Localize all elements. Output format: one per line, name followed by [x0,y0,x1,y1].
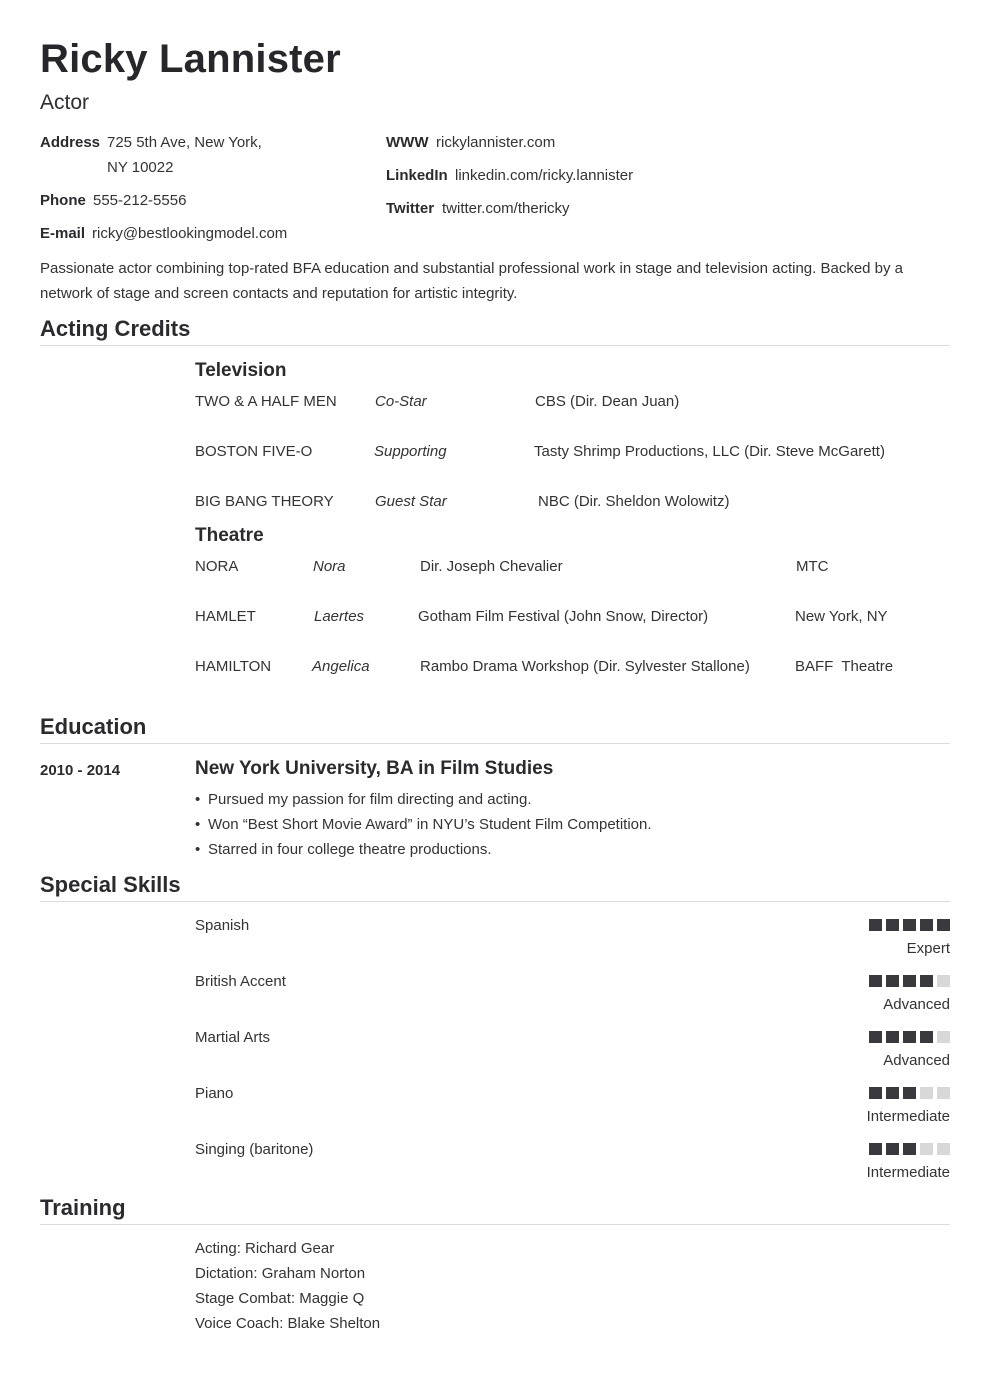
skill-name: Singing (baritone) [195,1141,314,1158]
www-value[interactable]: rickylannister.com [436,134,556,151]
section-divider [40,901,950,902]
skill-level: Intermediate [866,1108,950,1125]
rating-square-filled [886,919,899,931]
rating-square-filled [886,975,899,987]
section-divider [40,743,950,744]
theatre-role: Nora [313,558,346,575]
rating-square-filled [920,975,933,987]
theatre-company: Dir. Joseph Chevalier [420,558,563,575]
theatre-role: Laertes [314,608,365,625]
tv-role: Co-Star [375,393,427,410]
rating-square-empty [937,1087,950,1099]
rating-square-empty [937,1143,950,1155]
phone-label: Phone [40,192,86,209]
skill-level: Advanced [883,996,950,1013]
tv-company: CBS (Dir. Dean Juan) [535,393,680,410]
skill-rating [869,975,950,987]
skill-rating [869,1087,950,1099]
address-label: Address [40,134,101,151]
training-item: Voice Coach: Blake Shelton [195,1315,381,1332]
rating-square-filled [869,1087,882,1099]
skill-level: Advanced [883,1052,950,1069]
tv-show: TWO & A HALF MEN [195,393,337,410]
twitter-label: Twitter [386,200,435,217]
linkedin-label: LinkedIn [386,167,448,184]
rating-square-empty [920,1143,933,1155]
rating-square-filled [903,975,916,987]
bullet-icon: • [195,791,201,808]
rating-square-empty [937,975,950,987]
address-line-1: 725 5th Ave, New York, [107,134,262,151]
theatre-show: HAMLET [195,608,256,625]
rating-square-filled [903,1143,916,1155]
rating-square-filled [869,975,882,987]
tv-show: BOSTON FIVE-O [195,443,313,460]
rating-square-filled [886,1143,899,1155]
linkedin-value[interactable]: linkedin.com/ricky.lannister [455,167,634,184]
training-item: Stage Combat: Maggie Q [195,1290,365,1307]
education-bullet: • Starred in four college theatre productions. [195,841,492,858]
skill-name: Martial Arts [195,1029,271,1046]
rating-square-filled [886,1031,899,1043]
tv-company: NBC (Dir. Sheldon Wolowitz) [538,493,730,510]
phone-value: 555-212-5556 [93,192,187,209]
rating-square-filled [903,1031,916,1043]
rating-square-filled [920,919,933,931]
www-label: WWW [386,134,429,151]
summary-text: Passionate actor combining top-rated BFA education and substantial professional work in stage and television acting. Backed by a network of stage and screen contacts and reputation for artistic integrity. [40,260,904,302]
skill-level: Expert [906,940,950,957]
rating-square-empty [920,1087,933,1099]
rating-square-empty [937,1031,950,1043]
twitter-value[interactable]: twitter.com/thericky [442,200,570,217]
tv-role: Guest Star [375,493,447,510]
theatre-venue: BAFF Theatre [795,658,894,675]
acting-credits-heading: Acting Credits [40,316,191,341]
rating-square-filled [869,1143,882,1155]
section-divider [40,1224,950,1225]
skill-level: Intermediate [866,1164,950,1181]
email-value[interactable]: ricky@bestlookingmodel.com [92,225,288,242]
tv-show: BIG BANG THEORY [195,493,334,510]
rating-square-filled [869,919,882,931]
theatre-company: Rambo Drama Workshop (Dir. Sylvester Stallone) [420,658,750,675]
skill-name: British Accent [195,973,286,990]
theatre-show: HAMILTON [195,658,272,675]
theatre-venue: New York, NY [795,608,888,625]
education-bullet: • Won “Best Short Movie Award” in NYU’s Student Film Competition. [195,816,652,833]
rating-square-filled [886,1087,899,1099]
skill-rating [869,919,950,931]
email-label: E-mail [40,225,86,242]
theatre-company: Gotham Film Festival (John Snow, Director) [418,608,709,625]
bullet-icon: • [195,841,201,858]
skill-name: Spanish [195,917,250,934]
skills-heading: Special Skills [40,872,181,897]
skill-name: Piano [195,1085,234,1102]
rating-square-filled [869,1031,882,1043]
theatre-show: NORA [195,558,239,575]
education-degree: New York University, BA in Film Studies [195,758,554,779]
training-item: Acting: Richard Gear [195,1240,335,1257]
education-bullet: • Pursued my passion for film directing and acting. [195,791,532,808]
rating-square-filled [937,919,950,931]
address-line-2: NY 10022 [107,159,174,176]
training-heading: Training [40,1195,126,1220]
bullet-icon: • [195,816,201,833]
rating-square-filled [903,919,916,931]
section-divider [40,345,950,346]
rating-square-filled [920,1031,933,1043]
education-dates: 2010 - 2014 [40,762,121,779]
education-heading: Education [40,714,147,739]
theatre-venue: MTC [796,558,829,575]
theatre-role: Angelica [312,658,370,675]
tv-company: Tasty Shrimp Productions, LLC (Dir. Steve McGarett) [534,443,885,460]
skill-rating [869,1031,950,1043]
television-heading: Television [195,360,287,381]
tv-role: Supporting [374,443,447,460]
rating-square-filled [903,1087,916,1099]
training-item: Dictation: Graham Norton [195,1265,366,1282]
job-title: Actor [40,91,90,114]
candidate-name: Ricky Lannister [40,37,341,81]
theatre-heading: Theatre [195,525,264,546]
skill-rating [869,1143,950,1155]
